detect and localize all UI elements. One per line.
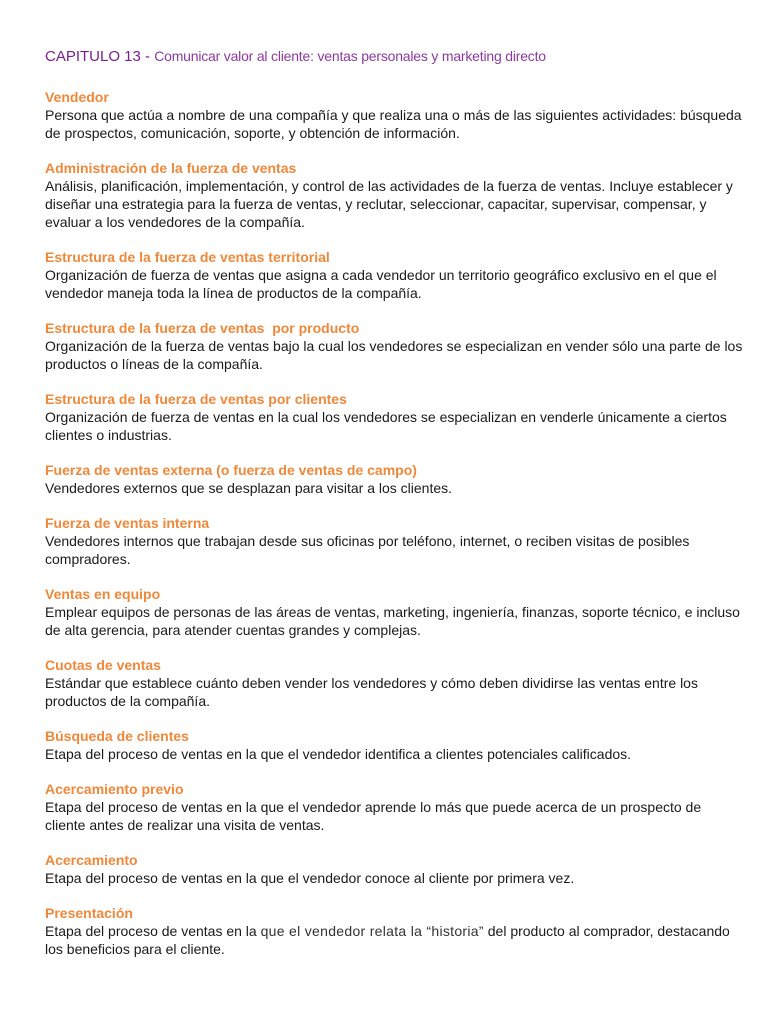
glossary-definition: Persona que actúa a nombre de una compañía y que realiza una o más de las siguientes actividades: búsqueda de prospectos, comunicación, soporte, y obtención de información. <box>45 107 742 141</box>
glossary-definition: Etapa del proceso de ventas en la que el vendedor conoce al cliente por primera vez. <box>45 870 575 886</box>
glossary-definition: Organización de fuerza de ventas que asigna a cada vendedor un territorio geográfico exclusivo en el que el vendedor maneja toda la línea de productos de la compañía. <box>45 267 717 301</box>
glossary-entry <box>45 390 745 444</box>
glossary-definition: Vendedores externos que se desplazan para visitar a los clientes. <box>45 480 453 496</box>
document-page <box>45 46 745 975</box>
glossary-definition: Etapa del proceso de ventas en la que el vendedor aprende lo más que puede acerca de un prospecto de cliente antes de realizar una visita de ventas. <box>45 799 702 833</box>
chapter-separator: - <box>140 48 155 65</box>
glossary-entry <box>45 851 745 887</box>
glossary-definition: Emplear equipos de personas de las áreas de ventas, marketing, ingeniería, finanzas, soporte técnico, e incluso de alta gerencia, para atender cuentas grandes y complejas. <box>45 604 740 638</box>
chapter-title: Comunicar valor al cliente: ventas personales y marketing directo <box>154 48 546 64</box>
glossary-definition: Organización de la fuerza de ventas bajo la cual los vendedores se especializan en vender sólo una parte de los productos o líneas de la compañía. <box>45 338 743 372</box>
definition-end: del producto al comprador, destacando los beneficios para el cliente. <box>45 923 730 957</box>
glossary-entry <box>45 461 745 497</box>
glossary-entry-last <box>45 904 745 958</box>
glossary-entry <box>45 248 745 302</box>
glossary-definition: Organización de fuerza de ventas en la cual los vendedores se especializan en venderle únicamente a ciertos clientes o industrias. <box>45 409 727 443</box>
glossary-term: Administración de la fuerza de ventas <box>45 160 297 176</box>
definition-start: Etapa del proceso de ventas en la <box>45 923 261 939</box>
glossary-term: Estructura de la fuerza de ventas territorial <box>45 249 330 265</box>
glossary-definition: Análisis, planificación, implementación, y control de las actividades de la fuerza de ventas. Incluye establecer y diseñar una estrategia para la fuerza de ventas, y reclutar, seleccionar, capacitar, supervisar, compensar, y evaluar a los vendedores de la compañía. <box>45 178 733 230</box>
glossary-term: Búsqueda de clientes <box>45 728 189 744</box>
chapter-heading <box>45 46 745 67</box>
glossary-entry <box>45 88 745 142</box>
definition-mid: que el vendedor relata la “historia” <box>260 923 484 939</box>
chapter-number: CAPITULO 13 <box>45 48 141 65</box>
glossary-term: Fuerza de ventas externa (o fuerza de ventas de campo) <box>45 462 417 478</box>
glossary-term: Presentación <box>45 905 133 921</box>
glossary-entry <box>45 585 745 639</box>
glossary-term: Acercamiento <box>45 852 138 868</box>
glossary-entry <box>45 780 745 834</box>
glossary-term: Estructura de la fuerza de ventas por clientes <box>45 391 347 407</box>
glossary-definition: Vendedores internos que trabajan desde sus oficinas por teléfono, internet, o reciben visitas de posibles compradores. <box>45 533 690 567</box>
glossary-definition: Estándar que establece cuánto deben vender los vendedores y cómo deben dividirse las ventas entre los productos de la compañía. <box>45 675 698 709</box>
glossary-entry <box>45 727 745 763</box>
glossary-entry <box>45 159 745 231</box>
glossary-term: Ventas en equipo <box>45 586 161 602</box>
glossary-term: Vendedor <box>45 89 109 105</box>
glossary-entry <box>45 319 745 373</box>
glossary-entry <box>45 656 745 710</box>
glossary-definition <box>45 922 745 958</box>
glossary-term: Cuotas de ventas <box>45 657 161 673</box>
glossary-entry <box>45 514 745 568</box>
glossary-term: Estructura de la fuerza de ventas por producto <box>45 320 360 336</box>
glossary-term: Fuerza de ventas interna <box>45 515 210 531</box>
glossary-definition: Etapa del proceso de ventas en la que el vendedor identifica a clientes potenciales calificados. <box>45 746 632 762</box>
glossary-term: Acercamiento previo <box>45 781 184 797</box>
